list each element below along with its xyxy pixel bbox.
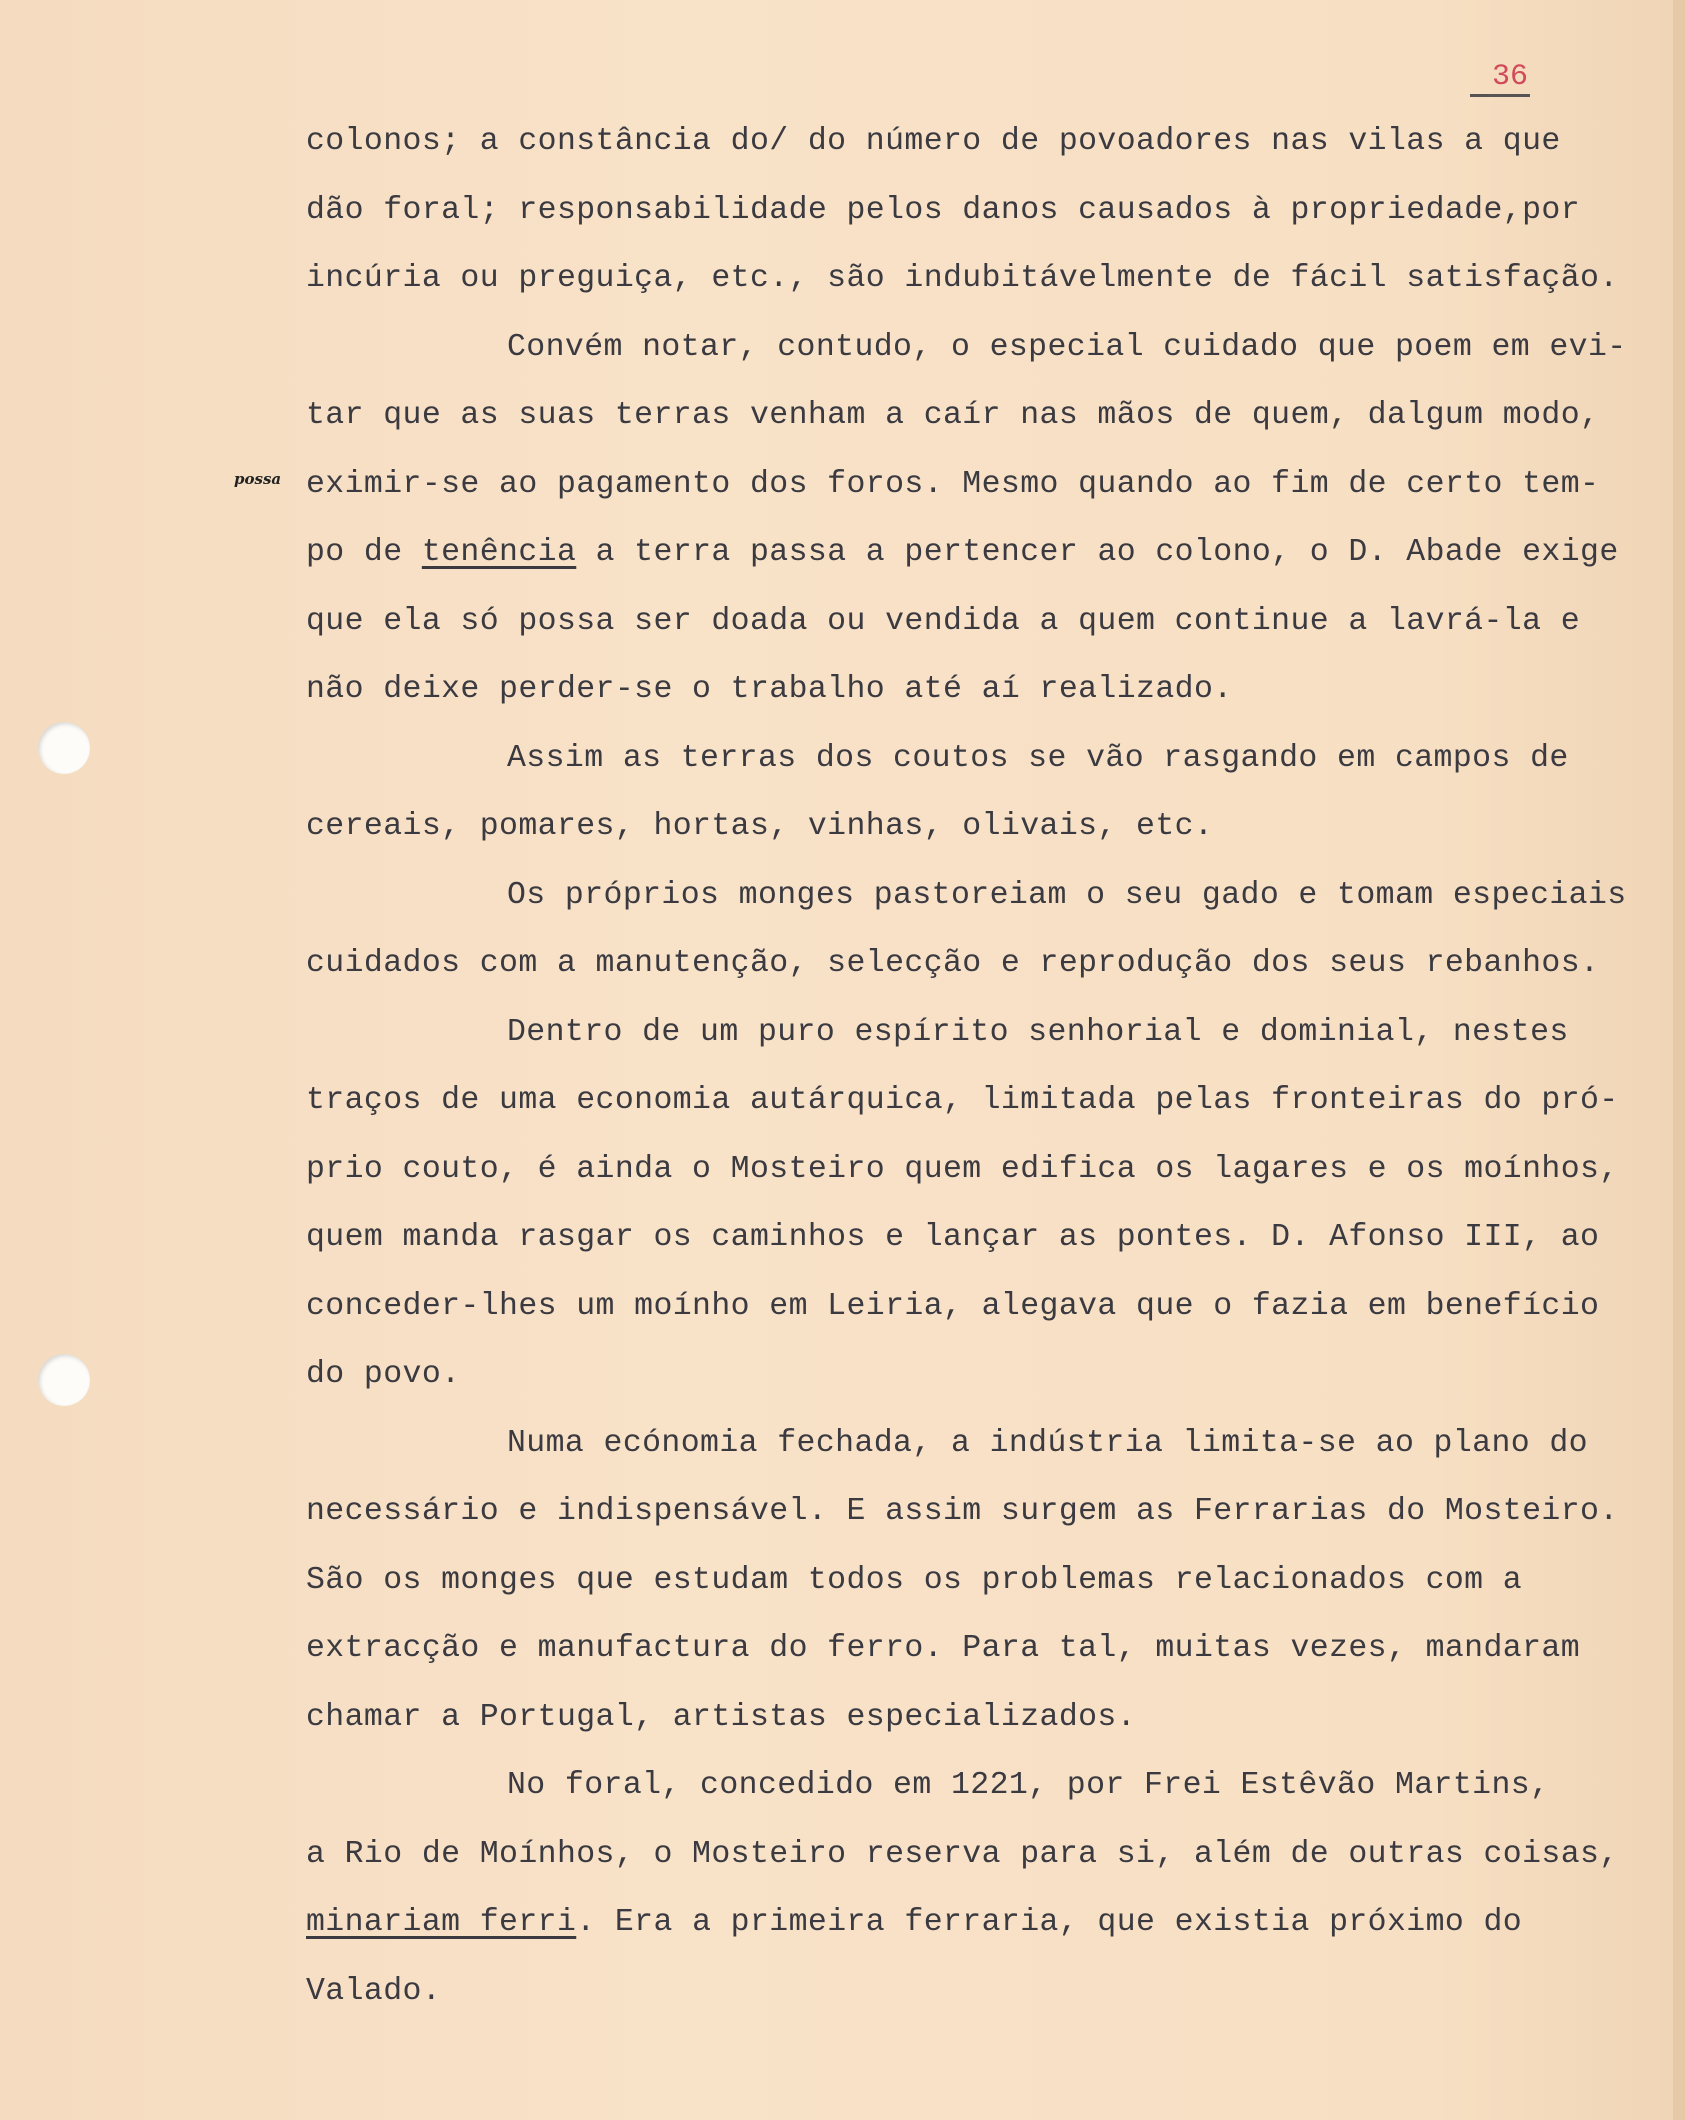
- text-segment: São os monges que estudam todos os problemas relacionados com a: [306, 1562, 1523, 1598]
- text-line: [507, 1766, 1549, 1806]
- page-number: 36: [1470, 60, 1530, 97]
- text-line: [507, 876, 1627, 916]
- text-segment: necessário e indispensável. E assim surgem as Ferrarias do Mosteiro.: [306, 1494, 1619, 1529]
- text-line: [306, 122, 1561, 162]
- text-segment: colonos; a constância do/ do número de povoadores nas vilas a que: [306, 124, 1561, 159]
- text-line: [306, 1835, 1619, 1875]
- text-line: [507, 739, 1569, 779]
- text-line: [306, 1287, 1599, 1327]
- text-segment: dão foral; responsabilidade pelos danos causados à propriedade,por: [306, 192, 1581, 228]
- handwritten-margin-note: possa: [234, 470, 282, 488]
- text-line: [306, 191, 1580, 231]
- text-segment: cuidados com a manutenção, selecção e reprodução dos seus rebanhos.: [306, 946, 1600, 981]
- text-segment: po de: [306, 535, 422, 570]
- underlined-term: minariam ferri: [306, 1905, 577, 1940]
- text-line: [306, 396, 1599, 436]
- punch-hole: [38, 722, 90, 774]
- text-segment: do povo.: [306, 1357, 461, 1392]
- text-segment: Numa ecónomia fechada, a indústria limita-se ao plano do: [507, 1425, 1588, 1461]
- text-line: [507, 1424, 1588, 1464]
- text-line: [306, 1698, 1136, 1738]
- text-segment: Assim as terras dos coutos se vão rasgando em campos de: [507, 740, 1569, 776]
- text-segment: não deixe perder-se o trabalho até aí realizado.: [306, 672, 1233, 707]
- text-line: [306, 465, 1599, 505]
- text-line: [306, 807, 1213, 847]
- text-line: [306, 1903, 1522, 1943]
- text-segment: Valado.: [306, 1973, 442, 2009]
- text-segment: Convém notar, contudo, o especial cuidado que poem em evi-: [507, 329, 1627, 365]
- text-line: [306, 1218, 1599, 1258]
- underlined-term: tenência: [421, 535, 577, 570]
- text-line: [306, 1355, 460, 1395]
- text-line: [507, 1013, 1569, 1053]
- text-line: [306, 1492, 1619, 1532]
- text-line: [306, 259, 1619, 299]
- text-segment: extracção e manufactura do ferro. Para tal, muitas vezes, mandaram: [306, 1631, 1581, 1666]
- text-segment: a Rio de Moínhos, o Mosteiro reserva para si, além de outras coisas,: [306, 1836, 1619, 1872]
- text-segment: que ela só possa ser doada ou vendida a quem continue a lavrá-la e: [306, 603, 1581, 639]
- text-line: [507, 328, 1627, 368]
- text-segment: incúria ou preguiça, etc., são indubitávelmente de fácil satisfação.: [306, 261, 1619, 296]
- text-segment: chamar a Portugal, artistas especializados.: [306, 1699, 1137, 1735]
- text-line: [306, 1150, 1619, 1190]
- text-line: [306, 1561, 1522, 1601]
- text-line: [306, 1972, 441, 2012]
- text-segment: Dentro de um puro espírito senhorial e dominial, nestes: [507, 1014, 1569, 1050]
- text-line: [306, 670, 1233, 710]
- text-segment: No foral, concedido em 1221, por Frei Estêvão Martins,: [507, 1768, 1550, 1803]
- punch-hole: [38, 1354, 90, 1406]
- text-line: [306, 1629, 1580, 1669]
- text-line: [306, 602, 1580, 642]
- text-segment: quem manda rasgar os caminhos e lançar as pontes. D. Afonso III, ao: [306, 1220, 1600, 1255]
- text-line: [306, 944, 1599, 984]
- text-segment: Os próprios monges pastoreiam o seu gado e tomam especiais: [507, 877, 1627, 913]
- page-edge: [1673, 0, 1685, 2120]
- text-segment: traços de uma economia autárquica, limitada pelas fronteiras do pró-: [306, 1083, 1619, 1118]
- text-line: [306, 533, 1619, 573]
- text-segment: cereais, pomares, hortas, vinhas, olivais, etc.: [306, 809, 1214, 844]
- text-segment: a terra passa a pertencer ao colono, o D. Abade exige: [576, 535, 1619, 570]
- text-segment: eximir-se ao pagamento dos foros. Mesmo quando ao fim de certo tem-: [306, 466, 1600, 502]
- text-segment: prio couto, é ainda o Mosteiro quem edifica os lagares e os moínhos,: [306, 1151, 1619, 1187]
- text-segment: conceder-lhes um moínho em Leiria, alegava que o fazia em benefício: [306, 1288, 1600, 1324]
- text-segment: . Era a primeira ferraria, que existia próximo do: [576, 1905, 1523, 1940]
- text-line: [306, 1081, 1619, 1121]
- text-segment: tar que as suas terras venham a caír nas mãos de quem, dalgum modo,: [306, 398, 1600, 433]
